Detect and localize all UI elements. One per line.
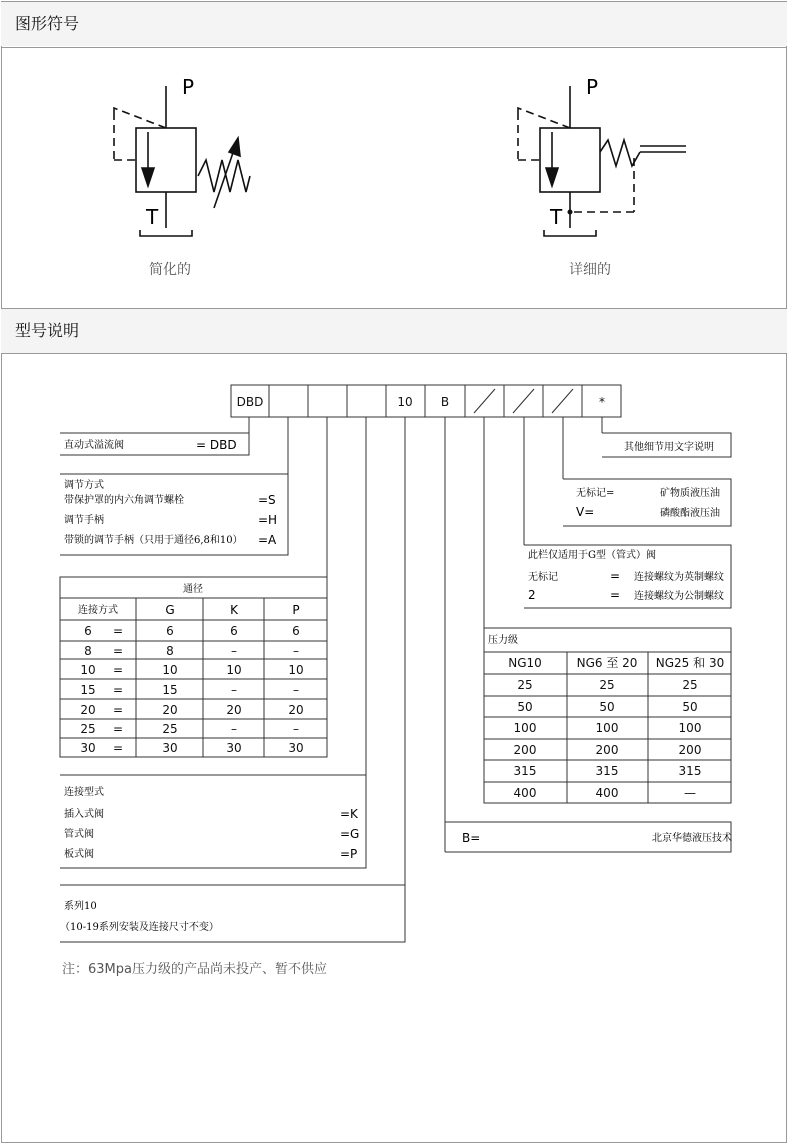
bore-cell: 15 <box>162 683 178 697</box>
thread-title: 此栏仅适用于G型（管式）阀 <box>528 550 656 561</box>
connection-title: 连接型式 <box>64 787 104 798</box>
thread-code: 无标记 <box>528 572 558 583</box>
thread-eq: = <box>610 569 621 583</box>
seal-code: 无标记= <box>576 488 615 499</box>
thread-eq: = <box>610 588 621 602</box>
bore-cell: 8 <box>84 644 92 658</box>
thread-label: 连接螺纹为公制螺纹 <box>634 591 724 602</box>
bore-header: K <box>230 603 238 617</box>
pressure-cell: 25 <box>682 678 698 692</box>
note: 注：63Mpa压力级的产品尚未投产、暂不供应 <box>62 962 327 977</box>
bore-cell: = <box>112 663 124 677</box>
bore-cell: 20 <box>226 703 242 717</box>
pressure-header: NG10 <box>508 656 542 670</box>
bore-cell: 30 <box>80 741 96 755</box>
code-box-other: * <box>599 395 605 409</box>
thread-label: 连接螺纹为英制螺纹 <box>634 572 724 583</box>
bore-header: P <box>292 603 300 617</box>
pressure-cell: 400 <box>513 786 537 800</box>
bore-cell: = <box>112 741 124 755</box>
adjust-label: 带保护罩的内六角调节螺栓 <box>64 495 184 506</box>
bore-cell: 30 <box>162 741 178 755</box>
bore-cell: 6 <box>230 624 238 638</box>
pressure-cell: 50 <box>599 700 615 714</box>
pressure-cell: 315 <box>678 764 702 778</box>
pressure-cell: 50 <box>682 700 698 714</box>
bore-cell: 30 <box>226 741 242 755</box>
pressure-cell: 200 <box>678 743 702 757</box>
valve-name-label: 直动式溢流阀 <box>64 440 124 451</box>
pressure-title: 压力级 <box>488 635 518 646</box>
pressure-cell: 25 <box>517 678 533 692</box>
t-port-label: T <box>550 205 563 229</box>
thread-code: 2 <box>528 588 536 602</box>
detailed-caption: 详细的 <box>569 262 611 278</box>
bore-cell: – <box>293 683 299 697</box>
seal-label: 矿物质液压油 <box>660 488 720 499</box>
bore-cell: – <box>231 644 237 658</box>
bore-cell: 30 <box>288 741 304 755</box>
t-port-label: T <box>146 205 159 229</box>
bore-cell: – <box>231 722 237 736</box>
pressure-header: NG6 至 20 <box>576 656 638 670</box>
bore-cell: 20 <box>80 703 96 717</box>
pressure-cell: 50 <box>517 700 533 714</box>
connection-label: 管式阀 <box>64 829 94 840</box>
bore-cell: = <box>112 624 124 638</box>
bore-cell: 6 <box>292 624 300 638</box>
connection-code: =G <box>340 827 360 841</box>
pressure-cell: 100 <box>513 721 537 735</box>
series-line1: 系列10 <box>64 901 97 912</box>
valve-name-code: = DBD <box>196 438 237 452</box>
simplified-caption: 简化的 <box>149 262 191 278</box>
code-box-series: 10 <box>397 395 413 409</box>
section-title: 型号说明 <box>15 321 80 340</box>
series-line2: （10-19系列安装及连接尺寸不变） <box>60 922 219 933</box>
design-code: B= <box>462 831 481 845</box>
adjust-label: 调节手柄 <box>64 515 104 526</box>
bore-cell: 20 <box>288 703 304 717</box>
bore-cell: 10 <box>80 663 96 677</box>
other-details-label: 其他细节用文字说明 <box>624 442 714 453</box>
pressure-cell: 100 <box>678 721 702 735</box>
bore-cell: 10 <box>288 663 304 677</box>
adjust-code: =H <box>258 513 278 527</box>
adjust-code: =S <box>258 493 276 507</box>
bore-cell: = <box>112 683 124 697</box>
connection-label: 插入式阀 <box>64 809 104 820</box>
adjust-code: =A <box>258 533 277 547</box>
code-box-design: B <box>440 395 450 409</box>
connection-label: 板式阀 <box>64 849 94 860</box>
bore-header: G <box>165 603 175 617</box>
pressure-cell: — <box>684 786 696 800</box>
connection-code: =P <box>340 847 358 861</box>
bore-cell: 10 <box>226 663 242 677</box>
bore-header: 连接方式 <box>78 605 118 616</box>
bore-cell: = <box>112 722 124 736</box>
bore-cell: – <box>231 683 237 697</box>
pressure-cell: 200 <box>513 743 537 757</box>
bore-cell: – <box>293 722 299 736</box>
bore-cell: = <box>112 644 124 658</box>
bore-cell: 10 <box>162 663 178 677</box>
adjust-title: 调节方式 <box>64 480 104 491</box>
code-box-type: DBD <box>236 395 264 409</box>
adjust-label: 带锁的调节手柄（只用于通径6,8和10） <box>64 535 243 546</box>
pressure-cell: 100 <box>595 721 619 735</box>
bore-cell: 6 <box>84 624 92 638</box>
bore-cell: 8 <box>166 644 174 658</box>
bore-cell: – <box>293 644 299 658</box>
pressure-cell: 400 <box>595 786 619 800</box>
bore-cell: 6 <box>166 624 174 638</box>
bore-cell: 25 <box>80 722 96 736</box>
seal-code: V= <box>576 505 595 519</box>
pressure-cell: 315 <box>513 764 537 778</box>
bore-cell: 20 <box>162 703 178 717</box>
section-title: 图形符号 <box>15 14 80 33</box>
pressure-cell: 200 <box>595 743 619 757</box>
bore-cell: 15 <box>80 683 96 697</box>
p-port-label: P <box>182 75 195 99</box>
p-port-label: P <box>586 75 599 99</box>
bore-title: 通径 <box>183 584 203 595</box>
connection-code: =K <box>340 807 358 821</box>
seal-label: 磷酸酯液压油 <box>660 508 720 519</box>
pressure-cell: 315 <box>595 764 619 778</box>
design-label: 北京华德液压技术 <box>652 833 732 844</box>
bore-cell: 25 <box>162 722 178 736</box>
pressure-header: NG25 和 30 <box>655 656 725 670</box>
pressure-cell: 25 <box>599 678 615 692</box>
bore-cell: = <box>112 703 124 717</box>
